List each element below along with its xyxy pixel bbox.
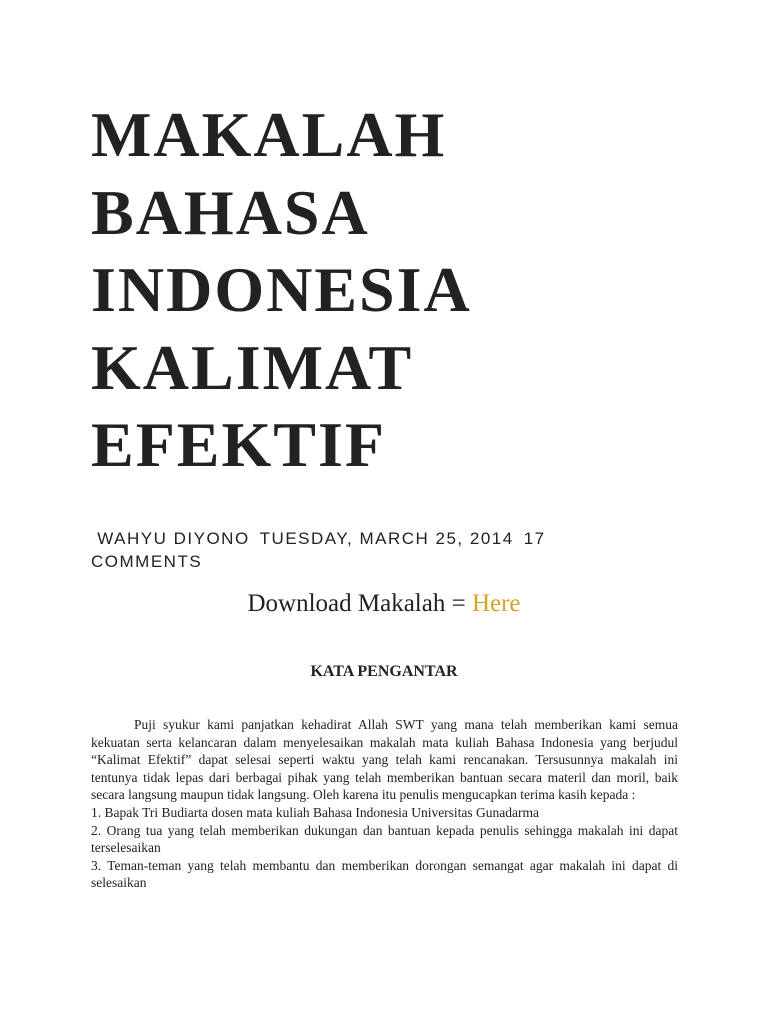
post-meta [91,527,651,573]
intro-paragraph: Puji syukur kami panjatkan kehadirat Allah SWT yang mana telah memberikan kami semua kekuatan serta kelancaran dalam menyelesaikan makalah mata kuliah Bahasa Indonesia yang berjudul “Kalimat Efektif” dapat selesai seperti waktu yang telah kami rencanakan. Tersusunnya makalah ini tentunya tidak lepas dari berbagai pihak yang telah memberikan bantuan secara materil dan moril, baik secara langsung maupun tidak langsung. Oleh karena itu penulis mengucapkan terima kasih kepada : [91,717,678,803]
download-label: Download Makalah = [247,590,472,617]
body-text [91,716,678,892]
comments-count[interactable]: 17 COMMENTS [91,529,546,571]
download-line [0,587,768,621]
title-line-2: BAHASA [91,176,370,248]
title-line-5: EFEKTIF [91,409,386,480]
section-heading: KATA PENGANTAR [310,663,458,680]
author-name: WAHYU DIYONO [97,529,250,548]
list-item: 2. Orang tua yang telah memberikan dukungan dan bantuan kepada penulis sehingga makalah ini dapat terselesaikan [91,822,678,856]
article-title [91,96,691,484]
title-line-1: MAKALAH [91,99,447,170]
title-line-3: INDONESIA [91,254,472,325]
download-link[interactable]: Here [471,590,521,617]
list-item: 1. Bapak Tri Budiarta dosen mata kuliah Bahasa Indonesia Universitas Gunadarma [91,804,540,820]
post-date: TUESDAY, MARCH 25, 2014 [259,529,514,548]
title-line-4: KALIMAT [91,331,414,403]
list-item: 3. Teman-teman yang telah membantu dan memberikan dorongan semangat agar makalah ini dapat di selesaikan [91,857,678,891]
